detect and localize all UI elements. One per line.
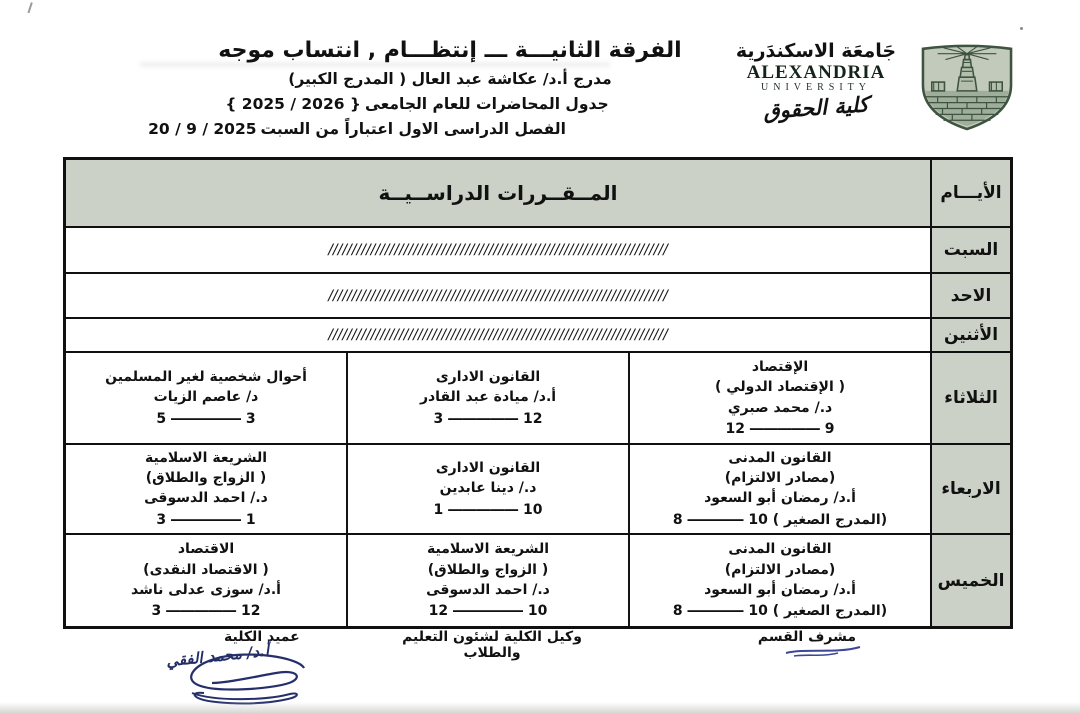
day-label-monday: الأثنين <box>930 319 1010 351</box>
course-time: 5 ――――― 3 <box>156 410 256 427</box>
course-subtitle: ( الزواج والطلاق) <box>427 561 549 578</box>
no-lectures-marks: //////////////////////////////////////////////////////////////////////// <box>328 327 668 343</box>
day-label-thursday: الخميس <box>930 535 1010 626</box>
course-time: 1 ――――― 10 <box>433 501 543 518</box>
no-lectures-marks: //////////////////////////////////////////////////////////////////////// <box>328 287 668 304</box>
course-title: القانون الادارى <box>435 368 541 385</box>
schedule-title-text: جدول المحاضرات للعام الجامعى <box>364 95 609 113</box>
course-lecturer: د./ احمد الدسوقى <box>144 490 268 507</box>
scan-dot-mark <box>1020 27 1023 30</box>
department-supervisor-label: مشرف القسم <box>757 629 856 645</box>
course-lecturer: أ.د/ سوزى عدلى ناشد <box>131 582 281 598</box>
scan-shadow <box>0 702 1080 713</box>
course-cell-tuesday-admin-law <box>346 353 628 443</box>
university-crest-icon <box>918 40 1016 132</box>
course-cell-thursday-civil-law <box>628 535 930 626</box>
course-lecturer: أ.د/ ميادة عبد القادر <box>419 389 557 406</box>
document-header <box>150 38 750 138</box>
course-time: 3 ――――― 1 <box>156 511 256 528</box>
course-title: الشريعة الاسلامية <box>426 541 550 558</box>
course-title: القانون المدنى <box>728 541 832 558</box>
course-cell-tuesday-economics <box>628 353 930 443</box>
table-header-row <box>66 160 1010 228</box>
day-label-tuesday: الثلاثاء <box>930 353 1010 443</box>
academic-year: { 2025 / 2026 } <box>225 95 361 113</box>
university-name-arabic: جَامعَة الاسكندَرية <box>735 40 897 62</box>
course-cell-tuesday-personal-status <box>66 353 346 443</box>
course-cell-thursday-economics <box>66 535 346 626</box>
course-cell-thursday-sharia <box>346 535 628 626</box>
faculty-name: كلية الحقوق <box>762 92 870 124</box>
semester-title-text: الفصل الدراسى الاول اعتباراً من السبت <box>260 120 566 138</box>
course-time: 8 ―――― 10 ( المدرج الصغير) <box>672 511 888 528</box>
course-cell-wednesday-admin-law <box>346 445 628 533</box>
table-row-thursday <box>66 535 1010 626</box>
course-cell-wednesday-civil-law <box>628 445 930 533</box>
university-logo-block <box>720 40 1016 132</box>
course-lecturer: د./ دينا عابدين <box>439 480 537 497</box>
grade-title: الفرقة الثانيـــة ـــ إنتظـــام , انتساب موجه <box>218 38 682 63</box>
course-cell-wednesday-sharia <box>66 445 346 533</box>
course-lecturer: د./ محمد صبري <box>727 399 833 416</box>
table-row-monday <box>66 319 1010 353</box>
university-word-english: UNIVERSITY <box>761 82 871 93</box>
schedule-table <box>63 157 1013 629</box>
semester-title <box>55 120 655 138</box>
course-lecturer: د./ احمد الدسوقى <box>426 582 550 598</box>
course-title: الاقتصاد <box>177 541 235 558</box>
course-subtitle: (مصادر الالتزام) <box>724 561 836 578</box>
course-subtitle: ( الإقتصاد الدولي ) <box>714 379 846 396</box>
course-lecturer: د/ عاصم الزيات <box>153 389 259 406</box>
course-title: الإقتصاد <box>751 358 809 375</box>
day-label-sunday: الاحد <box>930 274 1010 317</box>
scan-corner-mark <box>27 2 37 15</box>
course-subtitle: ( الزواج والطلاق) <box>145 470 267 487</box>
start-date: 20 / 9 / 2025 <box>148 120 257 138</box>
course-time: 3 ――――― 12 <box>433 410 543 427</box>
courses-header: المــقــررات الدراســيــة <box>66 160 930 226</box>
course-title: القانون الادارى <box>435 459 541 476</box>
hall-title: مدرج أ.د/ عكاشة عبد العال ( المدرج الكبير) <box>288 70 612 88</box>
schedule-title <box>115 95 715 113</box>
days-column-header: الأيـــام <box>930 160 1010 226</box>
dean-signature <box>176 652 316 708</box>
day-label-wednesday: الاربعاء <box>930 445 1010 533</box>
table-row-saturday <box>66 228 1010 274</box>
no-lectures-marks: //////////////////////////////////////////////////////////////////////// <box>328 242 668 258</box>
dean-signature-name: أ.د/ محمد الفقي <box>165 641 270 671</box>
day-label-saturday: السبت <box>930 228 1010 272</box>
course-lecturer: أ.د/ رمضان أبو السعود <box>704 490 856 507</box>
course-subtitle: (مصادر الالتزام) <box>724 470 836 487</box>
course-time: 3 ――――― 12 <box>151 603 261 620</box>
course-title: القانون المدنى <box>728 450 832 466</box>
table-row-tuesday <box>66 353 1010 445</box>
course-time: 12 ――――― 10 <box>428 603 548 620</box>
course-time: 8 ―――― 10 ( المدرج الصغير) <box>672 603 888 620</box>
university-name-english: ALEXANDRIA <box>746 62 886 83</box>
table-row-wednesday <box>66 445 1010 535</box>
course-title: أحوال شخصية لغير المسلمين <box>105 368 307 385</box>
course-title: الشريعة الاسلامية <box>144 450 268 466</box>
vice-dean-label: وكيل الكلية لشئون التعليم والطلاب <box>402 629 582 661</box>
supervisor-signature <box>776 644 864 658</box>
dean-label: عميد الكلية <box>224 629 300 645</box>
course-time: 12 ――――― 9 <box>725 420 835 437</box>
table-row-sunday <box>66 274 1010 319</box>
course-lecturer: أ.د/ رمضان أبو السعود <box>704 582 856 598</box>
course-subtitle: ( الاقتصاد النقدى) <box>143 561 269 578</box>
